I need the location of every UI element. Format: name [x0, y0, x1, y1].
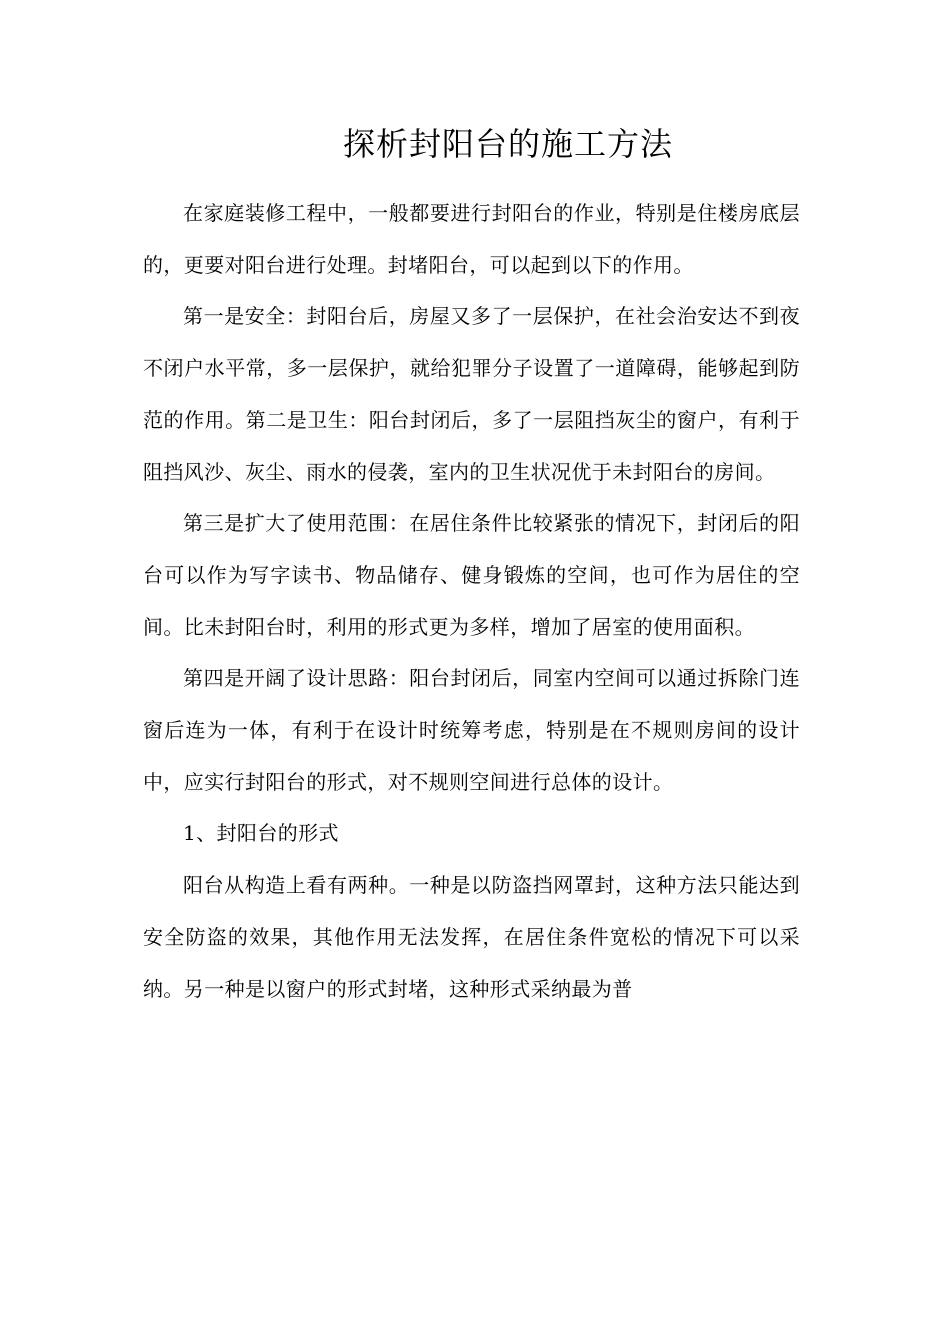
paragraph-balcony-types: 阳台从构造上看有两种。一种是以防盗挡网罩封，这种方法只能达到安全防盗的效果，其他作用无法发挥，在居住条件宽松的情况下可以采纳。另一种是以窗户的形式封堵，这种形式采纳最为普 — [143, 873, 800, 1001]
paragraph-safety-hygiene: 第一是安全：封阳台后，房屋又多了一层保护，在社会治安达不到夜不闭户水平常，多一层保护，就给犯罪分子设置了一道障碍，能够起到防范的作用。第二是卫生：阳台封闭后，多了一层阻挡灰尘的窗户，有利于阻挡风沙、灰尘、雨水的侵袭，室内的卫生状况优于未封阳台的房间。 — [143, 304, 800, 484]
paragraph-intro: 在家庭装修工程中，一般都要进行封阳台的作业，特别是住楼房底层的，更要对阳台进行处理。封堵阳台，可以起到以下的作用。 — [143, 201, 800, 277]
paragraph-usage-range: 第三是扩大了使用范围：在居住条件比较紧张的情况下，封闭后的阳台可以作为写字读书、物品储存、健身锻炼的空间，也可作为居住的空间。比未封阳台时，利用的形式更为多样，增加了居室的使用面积。 — [143, 511, 800, 639]
section-heading-balcony-forms: 1、封阳台的形式 — [183, 821, 339, 846]
document-body — [143, 188, 800, 1015]
document-title: 探析封阳台的施工方法 — [342, 125, 673, 163]
paragraph-design-ideas: 第四是开阔了设计思路：阳台封闭后，同室内空间可以通过拆除门连窗后连为一体，有利于在设计时统筹考虑，特别是在不规则房间的设计中，应实行封阳台的形式，对不规则空间进行总体的设计。 — [143, 666, 800, 794]
